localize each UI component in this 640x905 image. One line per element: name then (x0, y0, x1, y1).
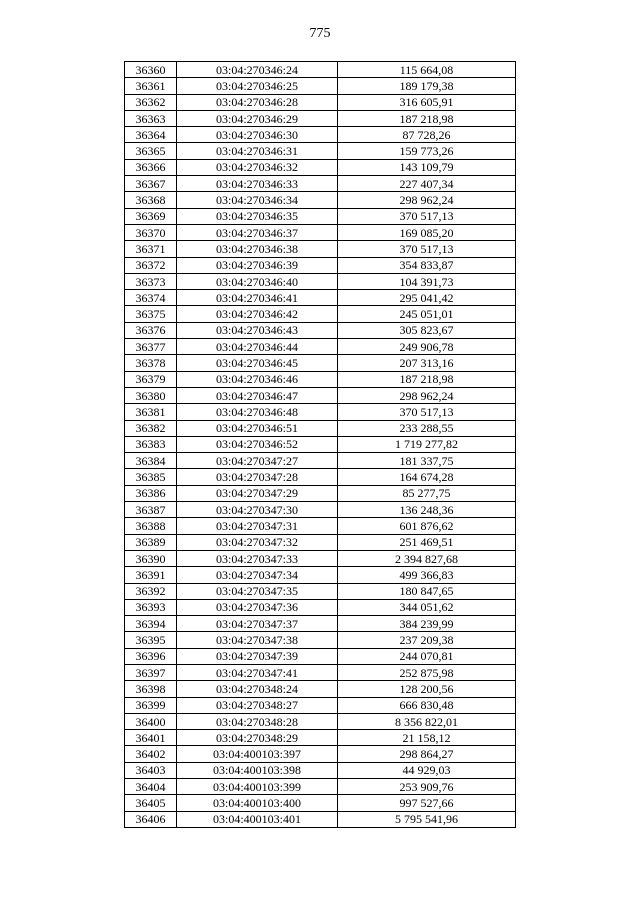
table-row (125, 632, 516, 648)
value-cell: 252 875,98 (338, 664, 516, 680)
cadastral-number-cell: 03:04:270347:41 (177, 664, 338, 680)
row-number-cell: 36390 (125, 550, 177, 566)
table-row (125, 306, 516, 322)
value-cell: 237 209,38 (338, 632, 516, 648)
value-cell: 181 337,75 (338, 453, 516, 469)
value-cell: 298 864,27 (338, 746, 516, 762)
row-number-cell: 36367 (125, 176, 177, 192)
table-row (125, 322, 516, 338)
row-number-cell: 36363 (125, 110, 177, 126)
table-row (125, 420, 516, 436)
value-cell: 2 394 827,68 (338, 550, 516, 566)
cadastral-number-cell: 03:04:270346:52 (177, 436, 338, 452)
value-cell: 207 313,16 (338, 355, 516, 371)
row-number-cell: 36396 (125, 648, 177, 664)
row-number-cell: 36366 (125, 159, 177, 175)
table-row (125, 94, 516, 110)
cadastral-number-cell: 03:04:270346:39 (177, 257, 338, 273)
row-number-cell: 36403 (125, 762, 177, 778)
cadastral-number-cell: 03:04:270347:31 (177, 518, 338, 534)
value-cell: 249 906,78 (338, 339, 516, 355)
cadastral-number-cell: 03:04:270346:32 (177, 159, 338, 175)
cadastral-number-cell: 03:04:270347:39 (177, 648, 338, 664)
value-cell: 187 218,98 (338, 371, 516, 387)
table-row (125, 746, 516, 762)
row-number-cell: 36365 (125, 143, 177, 159)
value-cell: 128 200,56 (338, 681, 516, 697)
cadastral-number-cell: 03:04:270347:27 (177, 453, 338, 469)
cadastral-number-cell: 03:04:270347:32 (177, 534, 338, 550)
cadastral-number-cell: 03:04:270346:33 (177, 176, 338, 192)
row-number-cell: 36377 (125, 339, 177, 355)
cadastral-number-cell: 03:04:270346:42 (177, 306, 338, 322)
row-number-cell: 36379 (125, 371, 177, 387)
value-cell: 997 527,66 (338, 795, 516, 811)
table-row (125, 143, 516, 159)
row-number-cell: 36400 (125, 713, 177, 729)
row-number-cell: 36364 (125, 127, 177, 143)
value-cell: 354 833,87 (338, 257, 516, 273)
row-number-cell: 36371 (125, 241, 177, 257)
cadastral-number-cell: 03:04:270346:29 (177, 110, 338, 126)
table-row (125, 762, 516, 778)
row-number-cell: 36387 (125, 502, 177, 518)
table-row (125, 404, 516, 420)
value-cell: 370 517,13 (338, 208, 516, 224)
table-row (125, 469, 516, 485)
value-cell: 1 719 277,82 (338, 436, 516, 452)
row-number-cell: 36404 (125, 779, 177, 795)
value-cell: 253 909,76 (338, 779, 516, 795)
cadastral-number-cell: 03:04:270346:28 (177, 94, 338, 110)
cadastral-number-cell: 03:04:270347:30 (177, 502, 338, 518)
table-row (125, 502, 516, 518)
value-cell: 143 109,79 (338, 159, 516, 175)
cadastral-number-cell: 03:04:400103:401 (177, 811, 338, 827)
table-row (125, 730, 516, 746)
value-cell: 316 605,91 (338, 94, 516, 110)
value-cell: 21 158,12 (338, 730, 516, 746)
value-cell: 370 517,13 (338, 404, 516, 420)
value-cell: 233 288,55 (338, 420, 516, 436)
table-row (125, 599, 516, 615)
table-row (125, 371, 516, 387)
table-row (125, 550, 516, 566)
table-row (125, 224, 516, 240)
table-row (125, 453, 516, 469)
row-number-cell: 36376 (125, 322, 177, 338)
cadastral-number-cell: 03:04:270346:24 (177, 62, 338, 78)
cadastral-number-cell: 03:04:270346:44 (177, 339, 338, 355)
table-row (125, 436, 516, 452)
cadastral-number-cell: 03:04:270348:27 (177, 697, 338, 713)
value-cell: 87 728,26 (338, 127, 516, 143)
value-cell: 344 051,62 (338, 599, 516, 615)
cadastral-number-cell: 03:04:270347:35 (177, 583, 338, 599)
cadastral-number-cell: 03:04:400103:400 (177, 795, 338, 811)
row-number-cell: 36362 (125, 94, 177, 110)
cadastral-number-cell: 03:04:270346:47 (177, 387, 338, 403)
table-row (125, 78, 516, 94)
table-row (125, 567, 516, 583)
table-row (125, 273, 516, 289)
cadastral-number-cell: 03:04:270346:46 (177, 371, 338, 387)
value-cell: 245 051,01 (338, 306, 516, 322)
value-cell: 244 070,81 (338, 648, 516, 664)
value-cell: 169 085,20 (338, 224, 516, 240)
value-cell: 305 823,67 (338, 322, 516, 338)
cadastral-number-cell: 03:04:270346:41 (177, 290, 338, 306)
table-row (125, 616, 516, 632)
row-number-cell: 36391 (125, 567, 177, 583)
cadastral-number-cell: 03:04:270346:37 (177, 224, 338, 240)
table-row (125, 681, 516, 697)
table-row (125, 127, 516, 143)
row-number-cell: 36399 (125, 697, 177, 713)
value-cell: 298 962,24 (338, 387, 516, 403)
value-cell: 601 876,62 (338, 518, 516, 534)
value-cell: 44 929,03 (338, 762, 516, 778)
row-number-cell: 36406 (125, 811, 177, 827)
cadastral-number-cell: 03:04:270346:51 (177, 420, 338, 436)
table-row (125, 811, 516, 827)
cadastral-number-cell: 03:04:270348:24 (177, 681, 338, 697)
row-number-cell: 36393 (125, 599, 177, 615)
row-number-cell: 36384 (125, 453, 177, 469)
value-cell: 499 366,83 (338, 567, 516, 583)
value-cell: 115 664,08 (338, 62, 516, 78)
row-number-cell: 36397 (125, 664, 177, 680)
value-cell: 227 407,34 (338, 176, 516, 192)
cadastral-number-cell: 03:04:270346:30 (177, 127, 338, 143)
row-number-cell: 36378 (125, 355, 177, 371)
row-number-cell: 36382 (125, 420, 177, 436)
table-row (125, 110, 516, 126)
row-number-cell: 36388 (125, 518, 177, 534)
table-row (125, 290, 516, 306)
cadastral-number-cell: 03:04:270346:48 (177, 404, 338, 420)
table-row (125, 208, 516, 224)
value-cell: 295 041,42 (338, 290, 516, 306)
cadastral-number-cell: 03:04:270347:33 (177, 550, 338, 566)
page-number: 775 (309, 26, 331, 41)
row-number-cell: 36373 (125, 273, 177, 289)
cadastral-number-cell: 03:04:270346:40 (177, 273, 338, 289)
table-row (125, 159, 516, 175)
value-cell: 370 517,13 (338, 241, 516, 257)
cadastral-number-cell: 03:04:270347:28 (177, 469, 338, 485)
table-row (125, 779, 516, 795)
value-cell: 251 469,51 (338, 534, 516, 550)
table-row (125, 176, 516, 192)
cadastral-value-table (124, 61, 516, 828)
row-number-cell: 36394 (125, 616, 177, 632)
table-row (125, 241, 516, 257)
row-number-cell: 36372 (125, 257, 177, 273)
cadastral-number-cell: 03:04:400103:399 (177, 779, 338, 795)
cadastral-number-cell: 03:04:400103:398 (177, 762, 338, 778)
value-cell: 187 218,98 (338, 110, 516, 126)
row-number-cell: 36386 (125, 485, 177, 501)
cadastral-number-cell: 03:04:270347:34 (177, 567, 338, 583)
cadastral-number-cell: 03:04:270346:25 (177, 78, 338, 94)
row-number-cell: 36383 (125, 436, 177, 452)
value-cell: 8 356 822,01 (338, 713, 516, 729)
value-cell: 189 179,38 (338, 78, 516, 94)
value-cell: 136 248,36 (338, 502, 516, 518)
table-row (125, 518, 516, 534)
row-number-cell: 36389 (125, 534, 177, 550)
row-number-cell: 36361 (125, 78, 177, 94)
row-number-cell: 36392 (125, 583, 177, 599)
row-number-cell: 36385 (125, 469, 177, 485)
table-row (125, 713, 516, 729)
cadastral-number-cell: 03:04:270346:31 (177, 143, 338, 159)
table-row (125, 62, 516, 78)
cadastral-number-cell: 03:04:270347:29 (177, 485, 338, 501)
cadastral-number-cell: 03:04:270348:28 (177, 713, 338, 729)
row-number-cell: 36398 (125, 681, 177, 697)
row-number-cell: 36381 (125, 404, 177, 420)
row-number-cell: 36369 (125, 208, 177, 224)
table-row (125, 257, 516, 273)
value-cell: 104 391,73 (338, 273, 516, 289)
cadastral-number-cell: 03:04:270346:38 (177, 241, 338, 257)
table-row (125, 339, 516, 355)
table-row (125, 534, 516, 550)
table-row (125, 583, 516, 599)
cadastral-number-cell: 03:04:400103:397 (177, 746, 338, 762)
row-number-cell: 36380 (125, 387, 177, 403)
value-cell: 5 795 541,96 (338, 811, 516, 827)
table-row (125, 355, 516, 371)
value-cell: 180 847,65 (338, 583, 516, 599)
cadastral-number-cell: 03:04:270346:34 (177, 192, 338, 208)
row-number-cell: 36405 (125, 795, 177, 811)
table-row (125, 664, 516, 680)
table-row (125, 485, 516, 501)
value-cell: 298 962,24 (338, 192, 516, 208)
cadastral-number-cell: 03:04:270347:38 (177, 632, 338, 648)
row-number-cell: 36370 (125, 224, 177, 240)
table-row (125, 795, 516, 811)
row-number-cell: 36368 (125, 192, 177, 208)
value-cell: 85 277,75 (338, 485, 516, 501)
table-body (125, 62, 516, 828)
cadastral-number-cell: 03:04:270346:43 (177, 322, 338, 338)
row-number-cell: 36374 (125, 290, 177, 306)
value-cell: 159 773,26 (338, 143, 516, 159)
table-row (125, 697, 516, 713)
row-number-cell: 36375 (125, 306, 177, 322)
table-row (125, 387, 516, 403)
row-number-cell: 36395 (125, 632, 177, 648)
cadastral-number-cell: 03:04:270346:35 (177, 208, 338, 224)
row-number-cell: 36402 (125, 746, 177, 762)
value-cell: 384 239,99 (338, 616, 516, 632)
row-number-cell: 36360 (125, 62, 177, 78)
cadastral-number-cell: 03:04:270347:37 (177, 616, 338, 632)
table-row (125, 648, 516, 664)
value-cell: 666 830,48 (338, 697, 516, 713)
row-number-cell: 36401 (125, 730, 177, 746)
value-cell: 164 674,28 (338, 469, 516, 485)
table-row (125, 192, 516, 208)
cadastral-number-cell: 03:04:270346:45 (177, 355, 338, 371)
cadastral-number-cell: 03:04:270348:29 (177, 730, 338, 746)
cadastral-number-cell: 03:04:270347:36 (177, 599, 338, 615)
